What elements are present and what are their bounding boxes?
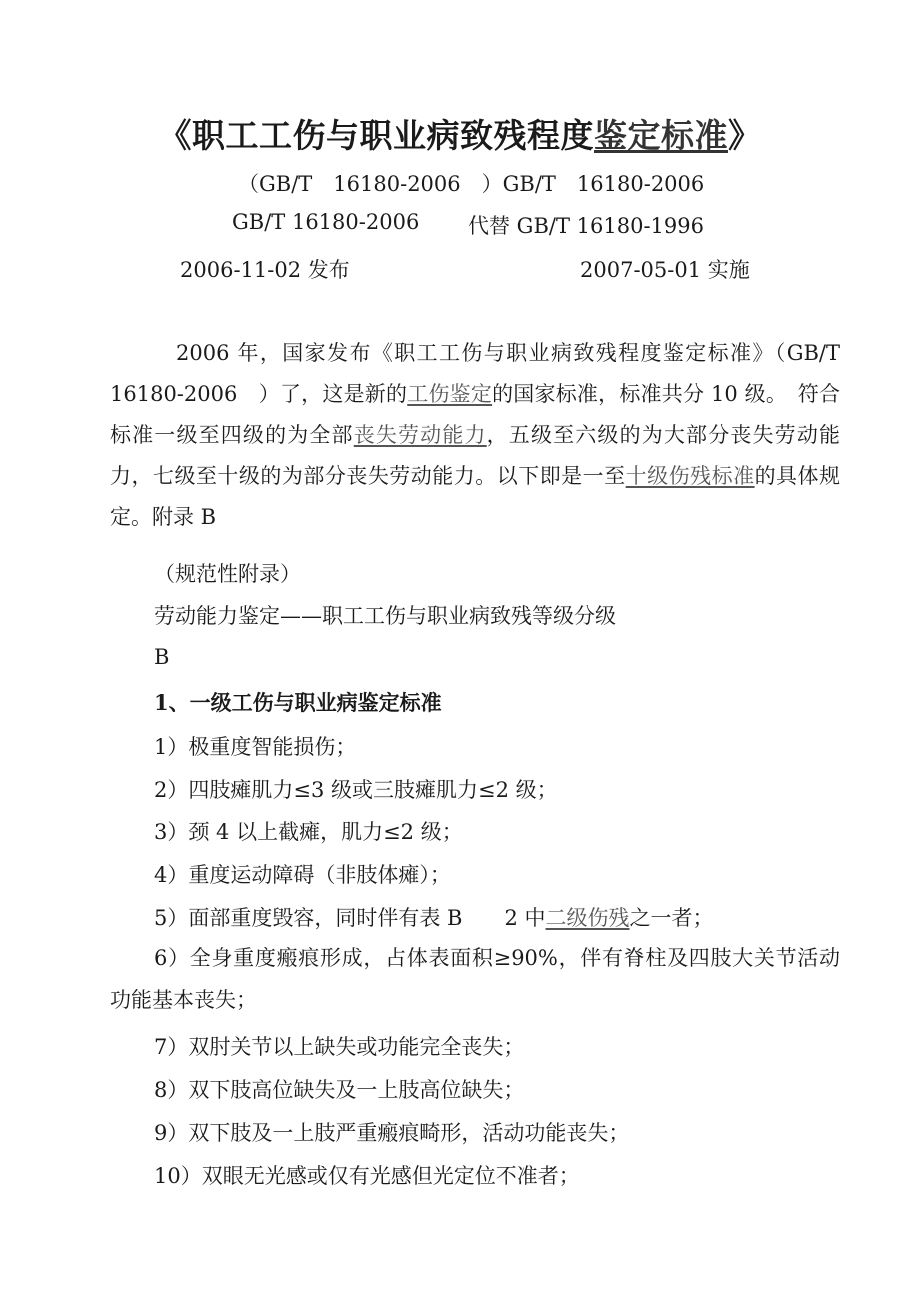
link-ten-grade-disability[interactable]: 十级伤残标准 xyxy=(625,464,755,488)
grade1-heading: 1、一级工伤与职业病鉴定标准 xyxy=(154,690,442,715)
list-item: 5）面部重度毁容，同时伴有表 B 2 中二级伤残之一者； xyxy=(154,906,714,930)
list-item: 9）双下肢及一上肢严重瘢痕畸形，活动功能丧失； xyxy=(154,1121,630,1145)
list-item: 10）双眼无光感或仅有光感但光定位不准者； xyxy=(154,1164,580,1188)
title-text: 《职工工伤与职业病致残程度 xyxy=(158,116,594,155)
section-letter: B xyxy=(154,645,170,669)
section-title: 劳动能力鉴定——职工工伤与职业病致残等级分级 xyxy=(154,604,616,628)
list-item: 8）双下肢高位缺失及一上肢高位缺失； xyxy=(154,1078,525,1102)
implement-date: 2007-05-01 实施 xyxy=(580,258,750,282)
list-item: 4）重度运动障碍（非肢体瘫）； xyxy=(154,863,451,887)
standard-code: GB/T 16180-2006 xyxy=(232,210,420,234)
intro-paragraph: 2006 年，国家发布《职工工伤与职业病致残程度鉴定标准》（GB/T 16180-2006 ）了，这是新的工伤鉴定的国家标准，标准共分 10 级。 符合标准一级至四级的为全部丧失劳动能力，五级至六级的为大部分丧失劳动能力，七级至十级的为部分丧失劳动能力。以下即是一至十级伤残标准的具体规定。附录 B xyxy=(110,341,861,529)
title-link[interactable]: 鉴定标准 xyxy=(594,116,728,155)
document-title xyxy=(0,110,920,157)
link-work-injury-appraisal[interactable]: 工伤鉴定 xyxy=(407,382,493,406)
standard-code-line: （GB/T 16180-2006 ）GB/T 16180-2006 xyxy=(238,172,705,196)
list-item: 3）颈 4 以上截瘫，肌力≤2 级； xyxy=(154,820,463,844)
appendix-note: （规范性附录） xyxy=(154,562,301,586)
link-grade2-disability[interactable]: 二级伤残 xyxy=(545,906,630,930)
title-close: 》 xyxy=(728,116,762,155)
list-item: 1）极重度智能损伤； xyxy=(154,735,357,759)
link-loss-of-work-capacity[interactable]: 丧失劳动能力 xyxy=(353,423,487,447)
list-item: 6）全身重度瘢痕形成，占体表面积≥90%，伴有脊柱及四肢大关节活动功能基本丧失； xyxy=(110,946,840,1012)
publish-date: 2006-11-02 发布 xyxy=(180,258,350,282)
list-item: 7）双肘关节以上缺失或功能完全丧失； xyxy=(154,1035,525,1059)
list-item: 2）四肢瘫肌力≤3 级或三肢瘫肌力≤2 级； xyxy=(154,778,558,802)
replaces-code: 代替 GB/T 16180-1996 xyxy=(468,214,704,238)
